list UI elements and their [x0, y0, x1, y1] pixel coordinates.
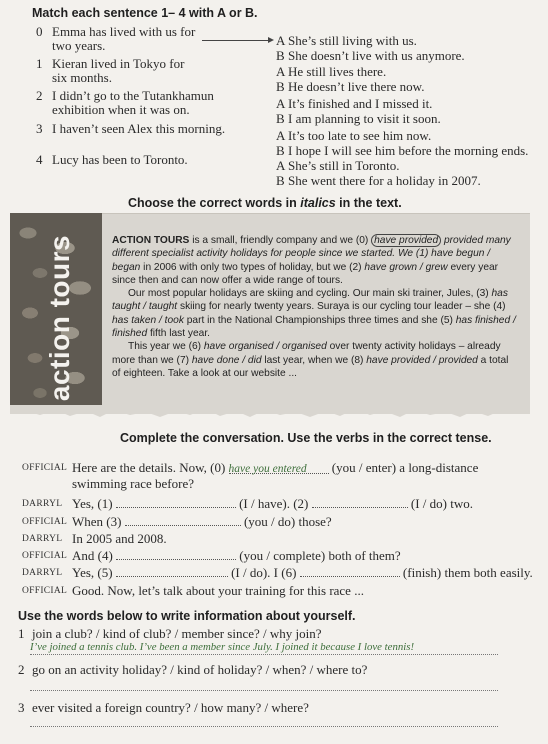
ex1-heading: Match each sentence 1– 4 with A or B.: [32, 6, 258, 20]
text-run: Our most popular holidays are skiing and cycling. Our main ski trainer, Jules, (3): [128, 288, 492, 300]
option-text: She’s still in Toronto.: [288, 158, 400, 173]
brand-name: ACTION TOURS: [112, 235, 190, 246]
choice-6: have organised / organised: [203, 341, 327, 353]
ex1-option-b: [276, 173, 481, 188]
arrow-icon: [202, 40, 272, 41]
ex1-sentence: Emma has lived with us for: [52, 24, 196, 39]
option-letter: B: [276, 173, 285, 188]
choice-4: has taken / took: [112, 314, 184, 326]
speaker-label: OFFICIAL: [22, 551, 68, 561]
answer-line[interactable]: [30, 654, 498, 655]
option-letter: A: [276, 158, 286, 173]
text-run: over twenty activity holidays – already more than we (7): [112, 341, 501, 366]
text-run: When (3): [72, 514, 125, 529]
option-letter: A: [276, 128, 286, 143]
ex1-num: 1: [36, 56, 43, 71]
answer-blank-3[interactable]: [125, 515, 241, 526]
option-text: I am planning to visit it soon.: [288, 111, 441, 126]
answer-blank-4[interactable]: [116, 549, 236, 560]
ex2-heading-post: in the text.: [335, 196, 402, 210]
option-letter: B: [276, 143, 285, 158]
tours-text: [112, 234, 517, 380]
action-tours-banner: [30, 232, 90, 402]
ex2-heading-pre: Choose the correct words in: [128, 196, 301, 210]
conv-line: Good. Now, let’s talk about your training for this race ...: [72, 583, 364, 598]
answer-blank-6[interactable]: [300, 566, 400, 577]
choice-3: has taught / taught: [112, 288, 508, 313]
tours-paragraph-2: [112, 287, 517, 340]
ex1-num: 2: [36, 88, 43, 103]
option-text: He doesn’t live there now.: [288, 79, 425, 94]
ex1-num: 4: [36, 152, 43, 167]
text-run: This year we (6): [128, 341, 204, 353]
ex1-option-b: [276, 48, 465, 63]
text-run: skiing for nearly twenty years. Suraya is our cycling tour leader – she (4): [177, 301, 506, 313]
text-run: is a small, friendly company and we (0): [189, 235, 372, 246]
text-run: Here are the details. Now, (0): [72, 460, 229, 475]
choice-5: has finished / finished: [112, 314, 516, 340]
tours-paragraph-3: [112, 340, 517, 380]
answer-line[interactable]: [30, 726, 498, 727]
text-run: Yes, (1): [72, 496, 116, 511]
answer-0: have you entered: [229, 463, 329, 474]
speaker-label: OFFICIAL: [22, 586, 68, 596]
conv-line: [72, 514, 332, 530]
ex4-prompt: go on an activity holiday? / kind of holiday? / when? / where to?: [32, 662, 368, 677]
conv-line: [72, 496, 473, 512]
ex1-option-a: [276, 33, 417, 48]
option-letter: B: [276, 79, 285, 94]
text-run: every year since then and can now offer a wide range of tours.: [112, 261, 499, 286]
ex2-heading-em: italics: [300, 196, 336, 210]
conv-line: In 2005 and 2008.: [72, 531, 167, 546]
ex4-prompt: join a club? / kind of club? / member since? / why join?: [32, 626, 322, 641]
tours-paragraph-1: [112, 234, 517, 287]
text-run: fifth last year.: [147, 328, 210, 340]
ex4-num: 2: [18, 662, 25, 677]
speaker-label: DARRYL: [22, 499, 63, 509]
conv-line-cont: swimming race before?: [72, 476, 195, 491]
ex3-heading: Complete the conversation. Use the verbs in the correct tense.: [120, 431, 492, 445]
text-run: (I / do) two.: [407, 496, 473, 511]
choice-2: have grown / grew: [364, 261, 448, 273]
ex4-num: 1: [18, 626, 25, 641]
answer-blank-5[interactable]: [116, 566, 228, 577]
option-text: It’s too late to see him now.: [288, 128, 432, 143]
text-run: And (4): [72, 548, 117, 563]
answer-blank-1[interactable]: [116, 497, 236, 508]
ex4-prompt: ever visited a foreign country? / how many? / where?: [32, 700, 309, 715]
choice-1: have begun / began: [112, 248, 491, 273]
ex1-option-a: [276, 128, 431, 143]
text-run: (you / enter) a long-distance: [328, 460, 479, 475]
option-letter: A: [276, 33, 286, 48]
text-run: part in the National Championships three times and she (5): [183, 314, 456, 326]
text-run: (finish) them both easily.: [399, 565, 533, 580]
option-text: She doesn’t live with us anymore.: [288, 48, 465, 63]
ex1-num: 0: [36, 24, 43, 39]
torn-edge-icon: [10, 405, 530, 419]
text-run: in 2006 with only two types of holiday, but we (2): [140, 261, 365, 273]
ex1-num: 3: [36, 121, 43, 136]
option-letter: B: [276, 111, 285, 126]
option-text: She’s still living with us.: [288, 33, 417, 48]
conv-line: [72, 565, 533, 581]
option-text: It’s finished and I missed it.: [288, 96, 433, 111]
ex1-sentence: Kieran lived in Tokyo for: [52, 56, 185, 71]
ex1-sentence: I didn’t go to the Tutankhamun: [52, 88, 214, 103]
ex2-heading: [128, 196, 402, 210]
conv-line: [72, 548, 401, 564]
text-run: last year, when we (8): [261, 354, 367, 366]
text-run: Yes, (5): [72, 565, 116, 580]
ex4-num: 3: [18, 700, 25, 715]
ex4-heading: Use the words below to write information about yourself.: [18, 609, 356, 623]
ex4-answer-1: I’ve joined a tennis club. I’ve been a member since July. I joined it because I love tennis!: [30, 641, 415, 653]
speaker-label: DARRYL: [22, 534, 63, 544]
option-letter: A: [276, 96, 286, 111]
speaker-label: DARRYL: [22, 568, 63, 578]
ex1-sentence-cont: six months.: [52, 70, 112, 85]
ex1-sentence: I haven’t seen Alex this morning.: [52, 121, 226, 136]
option-letter: B: [276, 48, 285, 63]
speaker-label: OFFICIAL: [22, 517, 68, 527]
ex1-option-a: [276, 96, 432, 111]
circled-answer: have provided: [371, 234, 441, 247]
text-run: (I / have). (2): [235, 496, 312, 511]
text-run: provided many different specialist activity holidays for people since we started. We (1): [112, 235, 511, 260]
text-run: (I / do). I (6): [227, 565, 300, 580]
text-run: (you / do) those?: [240, 514, 332, 529]
ex1-option-b: [276, 143, 528, 158]
ex1-option-b: [276, 79, 424, 94]
conv-line: [72, 460, 478, 476]
ex1-option-a: [276, 158, 400, 173]
ex1-sentence-cont: two years.: [52, 38, 106, 53]
choice-7: have done / did: [191, 354, 262, 366]
banner-text: action tours: [44, 234, 75, 402]
option-text: She went there for a holiday in 2007.: [288, 173, 481, 188]
ex1-sentence-cont: exhibition when it was on.: [52, 102, 190, 117]
answer-blank-2[interactable]: [312, 497, 408, 508]
text-run: (you / complete) both of them?: [236, 548, 401, 563]
ex1-sentence: Lucy has been to Toronto.: [52, 152, 188, 167]
answer-line[interactable]: [30, 690, 498, 691]
speaker-label: OFFICIAL: [22, 463, 68, 473]
option-text: He still lives there.: [288, 64, 387, 79]
ex1-option-a: [276, 64, 386, 79]
ex1-option-b: [276, 111, 441, 126]
choice-8: have provided / provided: [366, 354, 478, 366]
option-text: I hope I will see him before the morning ends.: [288, 143, 529, 158]
text-run: a total of eighteen. Take a look at our website ...: [112, 354, 509, 379]
option-letter: A: [276, 64, 286, 79]
